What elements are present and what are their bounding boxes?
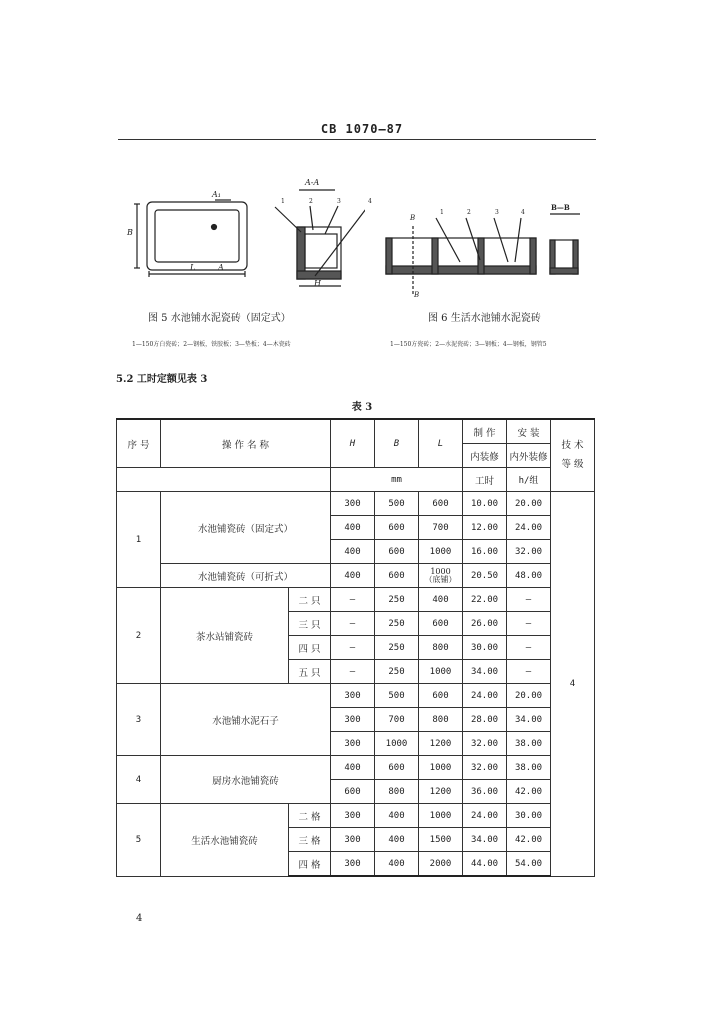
cell-h: 300 <box>331 492 375 516</box>
cell-h: 300 <box>331 708 375 732</box>
cell-l: 1000 <box>419 804 463 828</box>
fig5-callout-1: 1 <box>281 198 285 205</box>
cell-install: 38.00 <box>507 732 551 756</box>
header-h: H <box>331 419 375 468</box>
cell-make: 24.00 <box>463 684 507 708</box>
cell-install: 20.00 <box>507 684 551 708</box>
cell-make: 12.00 <box>463 516 507 540</box>
fig5-callout-2: 2 <box>309 198 313 205</box>
cell-make: 44.00 <box>463 852 507 877</box>
cell-make: 16.00 <box>463 540 507 564</box>
header-grade: 技 术 等 级 <box>551 419 595 492</box>
cell-l: 700 <box>419 516 463 540</box>
fig5-label-aa: A-A <box>305 178 320 187</box>
cell-install: — <box>507 612 551 636</box>
cell-install: 48.00 <box>507 564 551 588</box>
figure-5-caption: 图 5 水池铺水泥瓷砖（固定式） <box>148 313 291 324</box>
fig5-label-b: B <box>127 228 133 237</box>
cell-l: 800 <box>419 708 463 732</box>
cell-install: 32.00 <box>507 540 551 564</box>
page-header-code: CB 1070—87 <box>320 122 404 136</box>
cell-b: 600 <box>375 756 419 780</box>
cell-h: — <box>331 612 375 636</box>
row-seq: 3 <box>117 684 161 756</box>
row-seq: 1 <box>117 492 161 588</box>
row-sub: 三 只 <box>289 612 331 636</box>
fig6-callout-4: 4 <box>521 209 525 216</box>
cell-h: 600 <box>331 780 375 804</box>
cell-make: 32.00 <box>463 732 507 756</box>
cell-l: 2000 <box>419 852 463 877</box>
cell-b: 400 <box>375 804 419 828</box>
page-number: 4 <box>136 913 143 924</box>
cell-h: 300 <box>331 828 375 852</box>
cell-install: 34.00 <box>507 708 551 732</box>
row-seq: 5 <box>117 804 161 877</box>
fig5-label-l: L <box>190 263 196 272</box>
row-seq: 4 <box>117 756 161 804</box>
cell-l: 1000 <box>419 540 463 564</box>
row-name: 生活水池铺瓷砖 <box>161 804 289 877</box>
row-name: 厨房水池铺瓷砖 <box>161 756 331 804</box>
cell-h: 300 <box>331 684 375 708</box>
cell-b: 250 <box>375 636 419 660</box>
cell-make: 30.00 <box>463 636 507 660</box>
fig5-callout-3: 3 <box>337 198 341 205</box>
cell-l: 1000 （底铺） <box>419 564 463 588</box>
cell-make: 24.00 <box>463 804 507 828</box>
cell-h: 300 <box>331 804 375 828</box>
table-title: 表 3 <box>351 402 373 413</box>
fig6-callout-3: 3 <box>495 209 499 216</box>
figure-6-note: 1—150方瓷砖；2—水泥瓷砖；3—钢板；4—钢板，钢管5 <box>390 341 547 348</box>
cell-make: 36.00 <box>463 780 507 804</box>
header-make: 制 作 <box>463 419 507 444</box>
cell-install: — <box>507 588 551 612</box>
figure-5-drawing <box>125 172 365 292</box>
cell-install: — <box>507 636 551 660</box>
row-sub: 四 只 <box>289 636 331 660</box>
fig5-label-h: H <box>314 279 321 288</box>
cell-h: 300 <box>331 852 375 877</box>
header-seq: 序 号 <box>117 419 161 468</box>
row-name: 水池铺瓷砖（固定式） <box>161 492 331 564</box>
cell-install: 54.00 <box>507 852 551 877</box>
cell-l: 600 <box>419 684 463 708</box>
cell-b: 1000 <box>375 732 419 756</box>
header-make-sub: 内装修 <box>463 444 507 468</box>
fig6-callout-1: 1 <box>440 209 444 216</box>
fig5-callout-4: 4 <box>368 198 372 205</box>
figure-5-note: 1—150方白瓷砖；2—钢板，铁胶板；3—垫板；4—木瓷砖 <box>132 341 291 348</box>
cell-b: 400 <box>375 852 419 877</box>
cell-make: 34.00 <box>463 828 507 852</box>
cell-b: 500 <box>375 492 419 516</box>
cell-l: 1000 <box>419 660 463 684</box>
fig6-label-b-top: B <box>410 214 416 222</box>
unit-blank-2 <box>161 468 331 492</box>
unit-hour: 工时 <box>463 468 507 492</box>
cell-b: 250 <box>375 588 419 612</box>
row-name: 水池铺瓷砖（可折式） <box>161 564 331 588</box>
cell-h: 400 <box>331 516 375 540</box>
cell-l: 800 <box>419 636 463 660</box>
cell-install: 42.00 <box>507 780 551 804</box>
cell-l: 1000 <box>419 756 463 780</box>
fig5-label-a: A <box>218 263 224 272</box>
cell-install: 20.00 <box>507 492 551 516</box>
cell-install: 30.00 <box>507 804 551 828</box>
cell-l: 1200 <box>419 780 463 804</box>
cell-h: 400 <box>331 540 375 564</box>
row-seq: 2 <box>117 588 161 684</box>
cell-make: 34.00 <box>463 660 507 684</box>
fig5-label-a1: A₁ <box>212 190 221 199</box>
row-name: 水池铺水泥石子 <box>161 684 331 756</box>
fig6-label-bb: B—B <box>551 203 570 212</box>
row-sub: 二 格 <box>289 804 331 828</box>
cell-install: 24.00 <box>507 516 551 540</box>
unit-group: h/组 <box>507 468 551 492</box>
fig6-callout-2: 2 <box>467 209 471 216</box>
unit-mm: mm <box>331 468 463 492</box>
row-sub: 五 只 <box>289 660 331 684</box>
cell-l: 600 <box>419 612 463 636</box>
cell-make: 20.50 <box>463 564 507 588</box>
cell-b: 250 <box>375 612 419 636</box>
cell-grade: 4 <box>551 492 595 877</box>
header-operation: 操 作 名 称 <box>161 419 331 468</box>
cell-l: 400 <box>419 588 463 612</box>
row-sub: 二 只 <box>289 588 331 612</box>
cell-b: 400 <box>375 828 419 852</box>
cell-make: 10.00 <box>463 492 507 516</box>
cell-h: — <box>331 660 375 684</box>
header-rule <box>118 139 596 140</box>
cell-l: 1200 <box>419 732 463 756</box>
cell-b: 600 <box>375 516 419 540</box>
cell-b: 250 <box>375 660 419 684</box>
fig6-label-b-bottom: B <box>414 291 420 299</box>
cell-install: 38.00 <box>507 756 551 780</box>
cell-install: — <box>507 660 551 684</box>
cell-make: 26.00 <box>463 612 507 636</box>
cell-h: 400 <box>331 564 375 588</box>
cell-h: — <box>331 588 375 612</box>
figure-6-caption: 图 6 生活水池铺水泥瓷砖 <box>428 313 541 324</box>
header-b: B <box>375 419 419 468</box>
cell-h: 300 <box>331 732 375 756</box>
header-install-sub: 内外装修 <box>507 444 551 468</box>
row-name: 茶水站铺瓷砖 <box>161 588 289 684</box>
unit-blank-1 <box>117 468 161 492</box>
cell-b: 800 <box>375 780 419 804</box>
cell-make: 22.00 <box>463 588 507 612</box>
cell-h: — <box>331 636 375 660</box>
cell-b: 600 <box>375 540 419 564</box>
section-heading: 5.2 工时定额见表 3 <box>116 374 208 385</box>
row-sub: 三 格 <box>289 828 331 852</box>
cell-make: 28.00 <box>463 708 507 732</box>
cell-b: 700 <box>375 708 419 732</box>
cell-make: 32.00 <box>463 756 507 780</box>
cell-l: 1500 <box>419 828 463 852</box>
cell-install: 42.00 <box>507 828 551 852</box>
header-install: 安 装 <box>507 419 551 444</box>
header-l: L <box>419 419 463 468</box>
cell-h: 400 <box>331 756 375 780</box>
cell-l: 600 <box>419 492 463 516</box>
row-sub: 四 格 <box>289 852 331 877</box>
cell-b: 500 <box>375 684 419 708</box>
work-hour-table <box>116 418 595 877</box>
cell-b: 600 <box>375 564 419 588</box>
